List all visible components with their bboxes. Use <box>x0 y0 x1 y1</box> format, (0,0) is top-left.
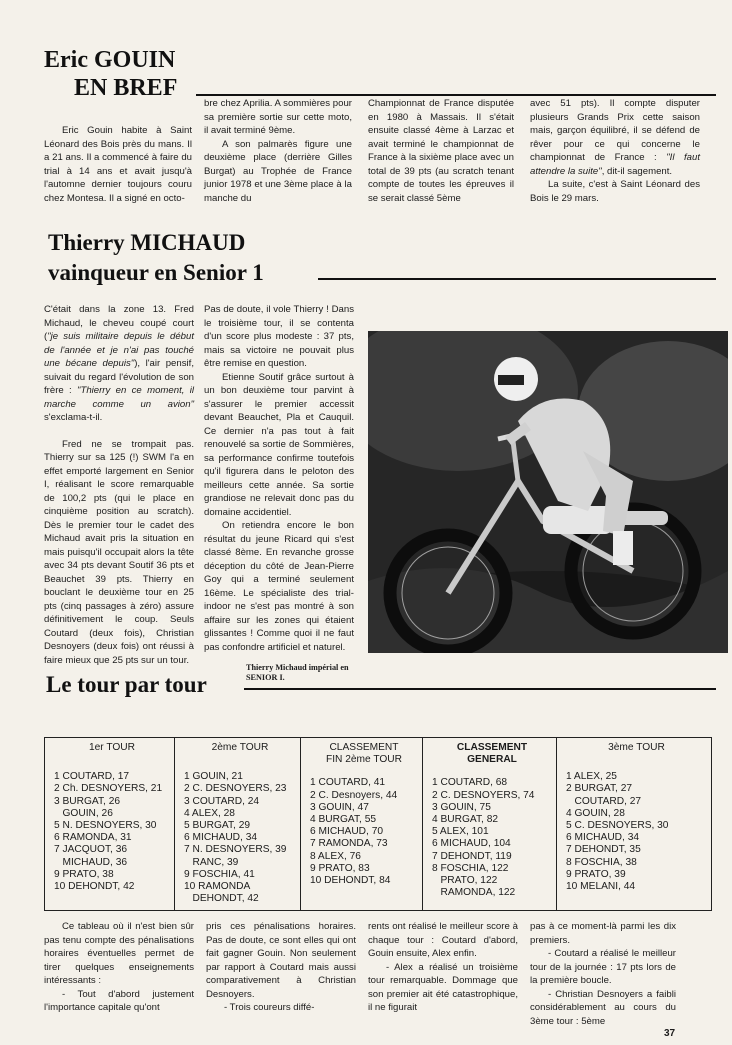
results-entry: 2 C. Desnoyers, 44 <box>310 789 398 801</box>
results-entry: 1 GOUIN, 21 <box>184 771 243 783</box>
results-entry: 6 MICHAUD, 70 <box>310 826 384 838</box>
results-entry: 9 PRATO, 38 <box>54 868 114 880</box>
results-column-header: 1er TOUR <box>88 742 136 753</box>
results-entry: 3 GOUIN, 47 <box>310 801 369 813</box>
paragraph: On retiendra encore le bon résultat du jeune Ricard qui s'est classé 8ème. En revanche grosse déception du côté de Jean-Pierre Goy qui a terminé seulement 16ème. Le spécialiste des trial-indoor ne s'est pas montré à son affaire sur les zones qui étaient glissantes ! Comme quoi il ne faut pas confondre artificiel et naturel. <box>204 520 354 653</box>
results-entry: 7 DEHONDT, 119 <box>432 850 512 862</box>
title-rule <box>244 688 716 690</box>
results-column-header: 3ème TOUR <box>608 742 665 753</box>
paragraph: bre chez Aprilia. A sommières pour sa première sortie sur cette moto, il avait terminé 9ème. <box>204 98 352 136</box>
title-rule <box>196 94 716 96</box>
article-column <box>368 920 518 1015</box>
paragraph: - Trois coureurs diffé- <box>224 1002 315 1013</box>
article-column <box>530 920 676 1028</box>
photo-caption: Thierry Michaud impérial en SENIOR I. <box>246 663 349 682</box>
results-entry: 10 RAMONDA <box>184 881 251 893</box>
results-entry: 7 N. DESNOYERS, 39 <box>184 844 287 856</box>
section-subtitle-vainqueur: vainqueur en Senior 1 <box>48 260 264 285</box>
results-entry: 4 BURGAT, 82 <box>432 814 499 826</box>
section-title-thierry-michaud: Thierry MICHAUD <box>48 230 246 255</box>
results-entry: 3 BURGAT, 26 <box>54 795 121 807</box>
paragraph: La suite, c'est à Saint Léonard des Bois le 29 mars. <box>530 179 700 204</box>
section-title-tour-par-tour: Le tour par tour <box>46 672 207 697</box>
results-entry: 10 MELANI, 44 <box>566 881 636 893</box>
article-column <box>204 97 352 205</box>
text: ), l'air pensif, suivait du regard l'évolution de son frère : <box>44 358 194 396</box>
results-row <box>45 738 712 911</box>
results-entry: 5 BURGAT, 29 <box>184 820 251 832</box>
results-column-3eme-tour <box>557 738 712 911</box>
section-subtitle-en-bref: EN BREF <box>74 75 178 101</box>
results-table <box>44 737 712 911</box>
results-entry: MICHAUD, 36 <box>54 856 128 868</box>
results-column-1er-tour <box>45 738 175 911</box>
results-entry: 5 C. DESNOYERS, 30 <box>566 820 669 832</box>
results-entry: 1 COUTARD, 68 <box>432 777 508 789</box>
results-list <box>432 777 552 899</box>
paragraph: Pas de doute, il vole Thierry ! Dans le troisième tour, il se contenta d'un score plus modeste : 37 pts, mais sa victoire ne pouvait plus être remise en question. <box>204 304 354 369</box>
results-entry: GOUIN, 26 <box>54 807 113 819</box>
results-entry: 5 N. DESNOYERS, 30 <box>54 820 157 832</box>
article-column <box>204 303 354 654</box>
results-entry: 7 DEHONDT, 35 <box>566 844 641 856</box>
results-list <box>54 771 170 893</box>
results-column-classement-fin-2eme-tour <box>301 738 423 911</box>
results-entry: 2 Ch. DESNOYERS, 21 <box>54 783 163 795</box>
results-entry: 10 DEHONDT, 84 <box>310 875 391 887</box>
results-entry: 4 BURGAT, 55 <box>310 814 377 826</box>
results-entry: 9 FOSCHIA, 41 <box>184 868 255 880</box>
results-entry: 7 RAMONDA, 73 <box>310 838 388 850</box>
paragraph: Ce tableau où il n'est bien sûr pas tenu compte des pénalisations horaires éventuelles permet de tirer quelques enseignements intéressants : <box>44 921 194 986</box>
page-number: 37 <box>664 1028 676 1039</box>
results-list <box>566 771 707 893</box>
results-entry: 9 PRATO, 83 <box>310 862 370 874</box>
results-entry: 8 FOSCHIA, 122 <box>432 862 509 874</box>
results-column-classement-general <box>423 738 557 911</box>
photo-thierry-michaud <box>368 331 728 653</box>
paragraph: - Tout d'abord justement l'importance capitale qu'ont <box>44 988 194 1013</box>
quote: "Il faut attendre la suite" <box>530 152 701 177</box>
results-entry: 5 ALEX, 101 <box>432 826 489 838</box>
section-title-eric-gouin: Eric GOUIN <box>44 47 176 73</box>
paragraph: - Coutard a réalisé le meilleur tour de la journée : 17 pts lors de la première boucle. <box>530 948 676 986</box>
results-entry: 8 ALEX, 76 <box>310 850 361 862</box>
article-column <box>530 97 700 205</box>
article-column <box>44 920 194 1015</box>
results-entry: 8 FOSCHIA, 38 <box>566 856 637 868</box>
rider-illustration <box>368 331 728 653</box>
results-entry: 1 COUTARD, 41 <box>310 777 386 789</box>
results-entry: 6 RAMONDA, 31 <box>54 832 132 844</box>
results-entry: 2 C. DESNOYERS, 74 <box>432 789 535 801</box>
quote: "Thierry en ce moment, il marche comme un avion" <box>44 385 194 410</box>
article-column <box>206 920 356 1015</box>
results-entry: 6 MICHAUD, 104 <box>432 838 511 850</box>
results-entry: 7 JACQUOT, 36 <box>54 844 128 856</box>
text: C'était dans la zone 13. Fred Michaud, le cheveu coupé court ( <box>44 304 194 342</box>
text: s'exclama-t-il. <box>44 412 103 423</box>
article-column <box>44 124 192 205</box>
results-entry: 4 GOUIN, 28 <box>566 807 625 819</box>
results-entry: 2 BURGAT, 27 <box>566 783 633 795</box>
title-rule <box>318 278 716 280</box>
paragraph: - Christian Desnoyers a faibli considérablement au cours du 3ème tour : 5ème <box>530 988 676 1027</box>
results-entry: 1 ALEX, 25 <box>566 771 617 783</box>
results-column-header: 2ème TOUR <box>211 742 269 753</box>
results-entry: 3 COUTARD, 24 <box>184 795 260 807</box>
results-list <box>310 777 418 887</box>
article-column <box>368 97 514 205</box>
results-entry: 6 MICHAUD, 34 <box>566 832 640 844</box>
results-entry: 2 C. DESNOYERS, 23 <box>184 783 287 795</box>
results-entry: 6 MICHAUD, 34 <box>184 832 258 844</box>
results-entry: 9 PRATO, 39 <box>566 868 626 880</box>
paragraph: Eric Gouin habite à Saint Léonard des Bois près du mans. Il a 21 ans. Il a commencé à faire du trial à 14 ans et avait jusqu'à l'automne dernier toujours couru chez Montesa. Il a signé en octo- <box>44 125 192 204</box>
paragraph <box>44 303 194 425</box>
results-entry: COUTARD, 27 <box>566 795 642 807</box>
results-entry: 4 ALEX, 28 <box>184 807 235 819</box>
results-entry: 10 DEHONDT, 42 <box>54 881 135 893</box>
paragraph: Championnat de France disputée en 1980 à Massais. Il s'était ensuite classé 4ème à Larzac et avait terminé le championnat de France à la sixième place avec un total de 39 pts (au scratch tenant compte de toutes les épreuves il se serait classé 5ème <box>368 98 514 204</box>
paragraph: - Alex a réalisé un troisième tour remarquable. Dommage que son premier ait été catastrophique, il ne figurait <box>368 961 518 1013</box>
results-entry: 3 GOUIN, 75 <box>432 801 491 813</box>
quote: "je suis militaire depuis le début de l'année et je n'ai pas touché une bécane depuis" <box>44 331 194 369</box>
text: avec 51 pts). Il compte disputer plusieurs Grands Prix cette saison mais, garçon équilibré, il se défend de rêver pour ce qui concerne le championnat de France : <box>530 98 700 163</box>
paragraph: rents ont réalisé le meilleur score à chaque tour : Coutard d'abord, Gouin ensuite, Alex enfin. <box>368 921 518 959</box>
paragraph: A son palmarès figure une deuxième place (derrière Gilles Burgat) au Trophée de France junior 1978 et une 3ème place à la manche du <box>204 138 352 204</box>
paragraph <box>530 97 700 178</box>
results-column-header: CLASSEMENT GENERAL <box>456 742 528 766</box>
results-entry: RANC, 39 <box>184 856 239 868</box>
article-column <box>44 303 194 667</box>
results-column-header: CLASSEMENT FIN 2ème TOUR <box>325 742 403 766</box>
results-entry: DEHONDT, 42 <box>184 893 259 905</box>
results-entry: 1 COUTARD, 17 <box>54 771 130 783</box>
results-entry: RAMONDA, 122 <box>432 887 516 899</box>
paragraph: Fred ne se trompait pas. Thierry sur sa 125 (!) SWM l'a en effet emporté largement en Senior I, réalisant le score remarquable de 100,2 pts (qui le place en cinquième position au scratch). Dès le premier tour le cadet des Michaud avait pris la situation en mais puisqu'il occupait alors la tête avec 34 pts devant Soutif 36 pts et Beauchet 39 pts. Thierry en bouclant le deuxième tour en 25 pts (cinq passages à zéro) assure définitivement le coup. Seuls Coutard (deux fois), Christian Desnoyers (deux fois) ont réussi à faire mieux que 25 pts sur un tour. <box>44 438 194 666</box>
results-column-2eme-tour <box>175 738 301 911</box>
paragraph: pris ces pénalisations horaires. Pas de doute, ce sont elles qui ont fait gagner Gouin. Non seulement par rapport à Coutard mais aussi comparativement à Christian Desnoyers. <box>206 921 356 1000</box>
paragraph: Etienne Soutif grâce surtout à un bon deuxième tour parvint à s'assurer le premier accessit devant Beauchet, Pla et Cauquil. Ce dernier n'a pas tout à fait renouvelé sa sortie de Sommières, sa performance confirme toutefois qu'il figurera dans le peloton des meilleurs cette année. Sa sortie grandiose ne relevait donc pas du domaine accidentiel. <box>204 371 354 518</box>
paragraph: pas à ce moment-là parmi les dix premiers. <box>530 921 676 946</box>
results-entry: PRATO, 122 <box>432 875 498 887</box>
results-list <box>184 771 296 905</box>
text: , dit-il sagement. <box>601 165 673 177</box>
